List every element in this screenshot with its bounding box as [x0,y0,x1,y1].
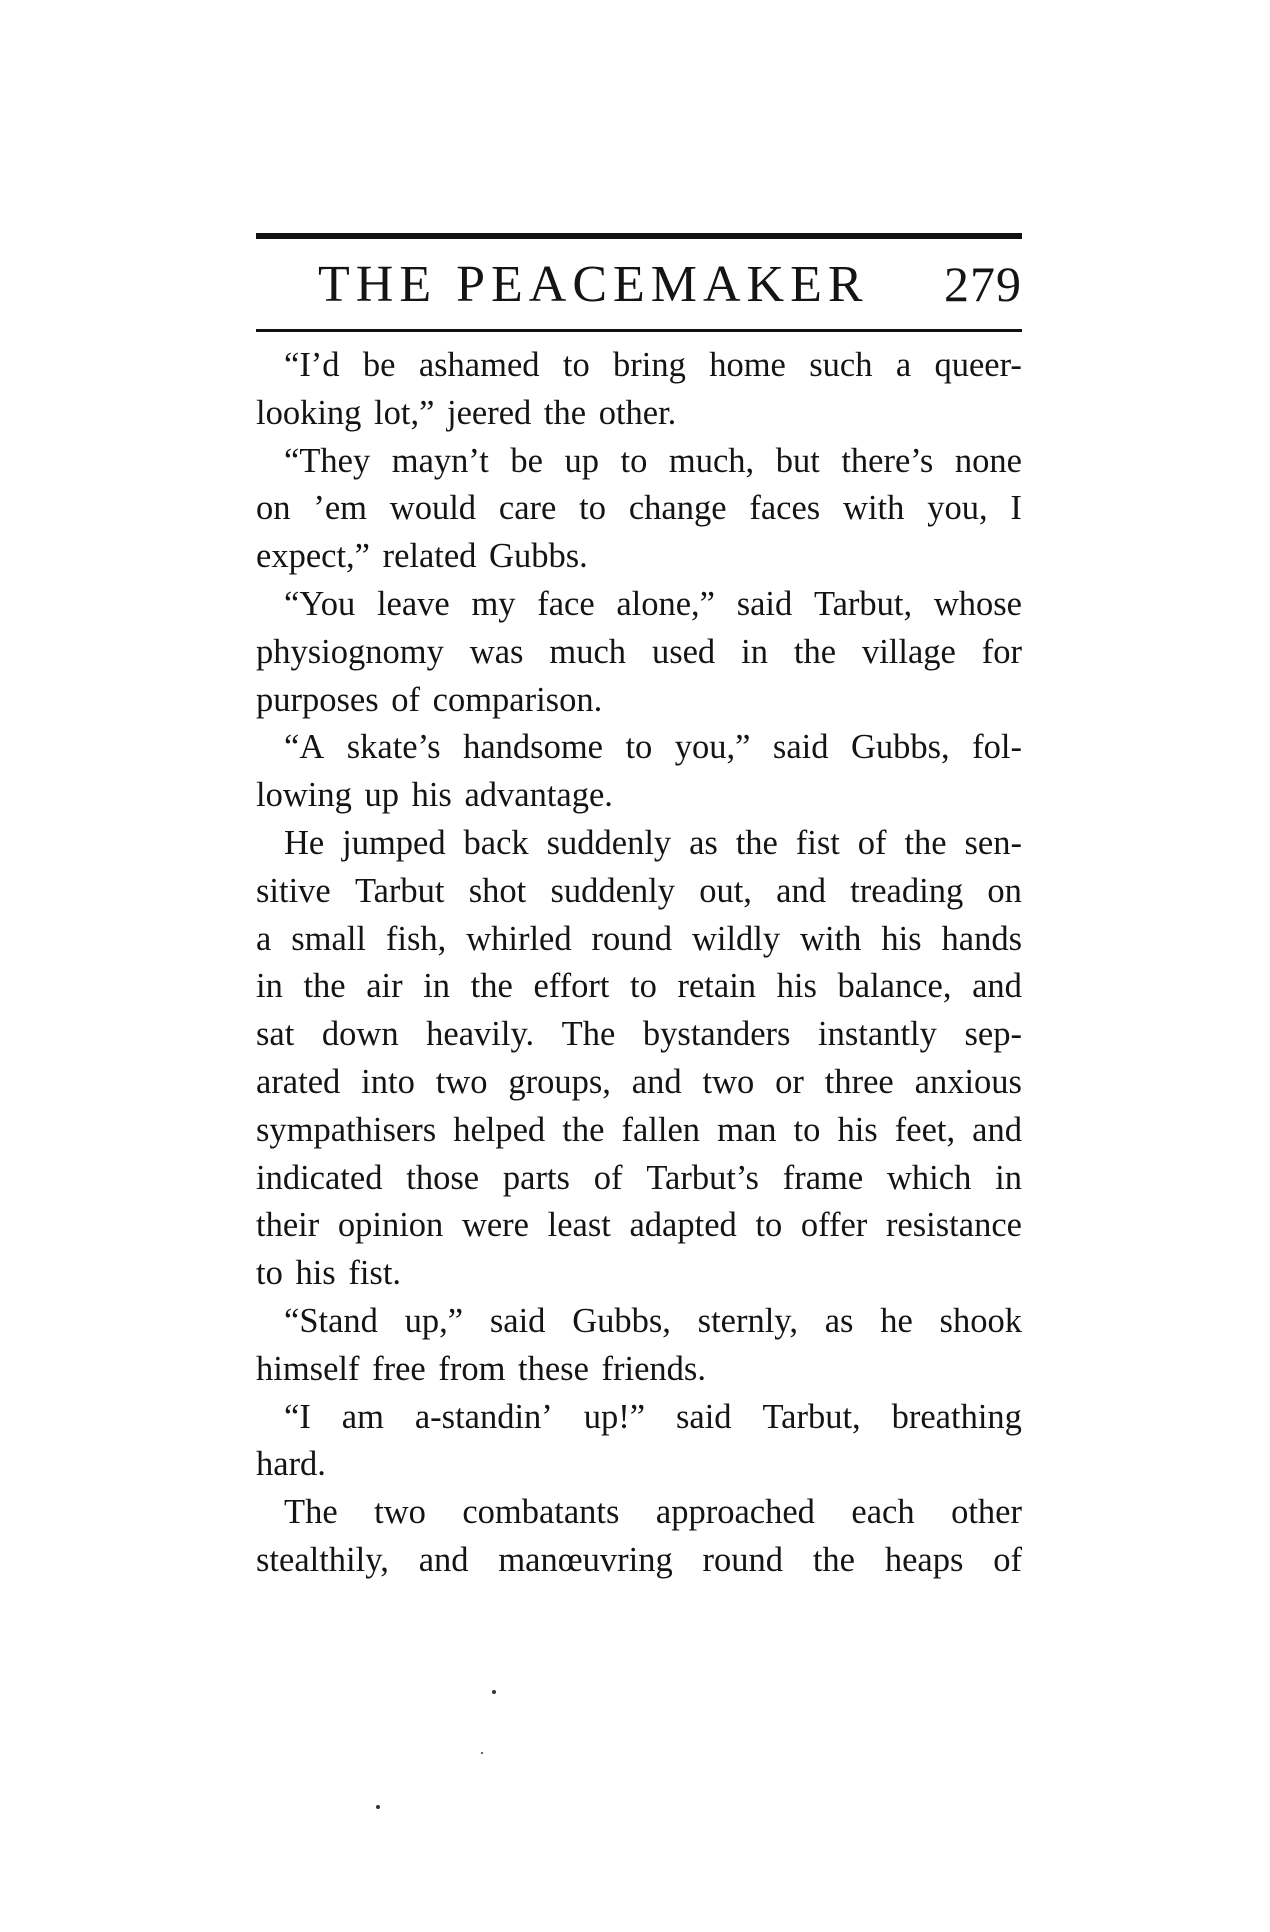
text-line: indicated those parts of Tarbut’s frame which in [256,1158,1022,1197]
text-line: “I’d be ashamed to bring home such a queer- [284,346,1022,384]
text-line: their opinion were least adapted to offer resistance [256,1206,1022,1245]
paragraph [256,820,1022,1298]
text-line: “You leave my face alone,” said Tarbut, whose [284,584,1022,623]
text-line: lowing up his advantage. [256,776,613,815]
text-line: stealthily, and manœuvring round the heaps of [256,1540,1022,1579]
paragraph [256,724,1022,820]
print-speck [492,1690,496,1694]
text-line: arated into two groups, and two or three anxious [256,1062,1022,1101]
page-number: 279 [944,256,1022,312]
text-line: “They mayn’t be up to much, but there’s none [284,441,1022,480]
running-header [256,242,1022,326]
text-line: sitive Tarbut shot suddenly out, and treading on [256,871,1022,910]
text-line: purposes of comparison. [256,680,603,719]
text-line: hard. [256,1445,326,1484]
text-line: The two combatants approached each other [284,1493,1022,1532]
text-line: “Stand up,” said Gubbs, sternly, as he shook [284,1301,1022,1340]
text-line: a small fish, whirled round wildly with his hands [256,919,1022,958]
text-line: He jumped back suddenly as the fist of the sen- [284,823,1022,862]
running-title: THE PEACEMAKER [318,255,869,313]
text-line: physiognomy was much used in the village for [256,632,1022,671]
header-top-rule [256,233,1022,239]
paragraph [256,581,1022,724]
text-line: on ’em would care to change faces with you, I [256,489,1022,528]
paragraph [256,438,1022,581]
text-line: “A skate’s handsome to you,” said Gubbs, fol- [284,728,1022,767]
body-text [256,342,1022,1585]
print-speck [376,1805,380,1809]
text-line: sympathisers helped the fallen man to his feet, and [256,1110,1022,1149]
text-line: expect,” related Gubbs. [256,537,588,576]
paragraph [256,342,1022,438]
paragraph [256,1489,1022,1585]
text-line: to his fist. [256,1254,402,1293]
header-bottom-rule [256,329,1022,332]
paragraph [256,1298,1022,1394]
print-speck [481,1752,483,1754]
paragraph [256,1394,1022,1490]
text-line: in the air in the effort to retain his balance, and [256,967,1022,1006]
text-line: himself free from these friends. [256,1349,706,1388]
text-line: looking lot,” jeered the other. [256,393,677,432]
text-line: sat down heavily. The bystanders instantly sep- [256,1015,1022,1054]
text-line: “I am a-standin’ up!” said Tarbut, breathing [284,1397,1022,1436]
